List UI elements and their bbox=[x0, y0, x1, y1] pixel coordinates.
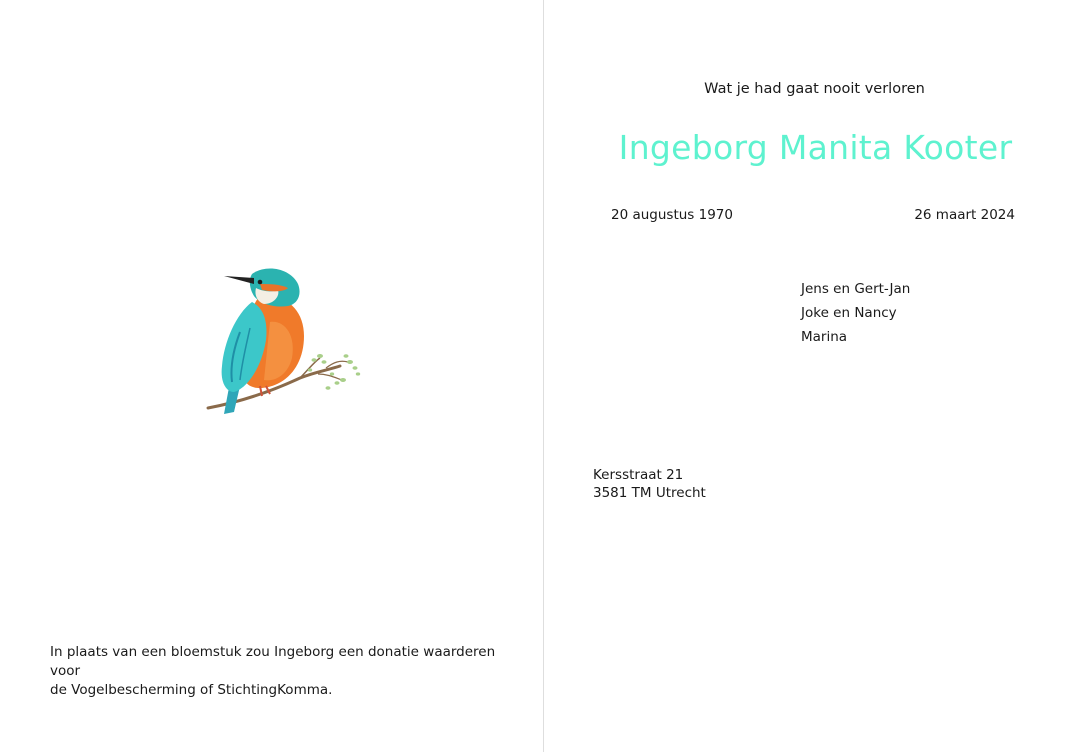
family-member: Marina bbox=[801, 329, 848, 345]
family-member: Jens en Gert-Jan bbox=[801, 281, 911, 297]
kingfisher-illustration bbox=[200, 262, 365, 420]
address-block bbox=[593, 466, 706, 502]
donation-line-2: de Vogelbescherming of StichtingKomma. bbox=[50, 682, 333, 698]
address-city: 3581 TM Utrecht bbox=[593, 485, 706, 501]
right-page bbox=[544, 0, 1087, 752]
address-street: Kersstraat 21 bbox=[593, 467, 684, 483]
deceased-name: Ingeborg Manita Kooter bbox=[618, 128, 1013, 167]
family-list bbox=[801, 277, 910, 349]
left-page bbox=[0, 0, 543, 752]
motto-container bbox=[544, 78, 1087, 97]
birth-date: 20 augustus 1970 bbox=[611, 207, 733, 223]
donation-note bbox=[50, 643, 520, 700]
motto: Wat je had gaat nooit verloren bbox=[704, 81, 925, 97]
donation-line-1: In plaats van een bloemstuk zou Ingeborg een donatie waarderen voor bbox=[50, 644, 496, 679]
family-member: Joke en Nancy bbox=[801, 305, 897, 321]
death-date: 26 maart 2024 bbox=[914, 207, 1015, 223]
